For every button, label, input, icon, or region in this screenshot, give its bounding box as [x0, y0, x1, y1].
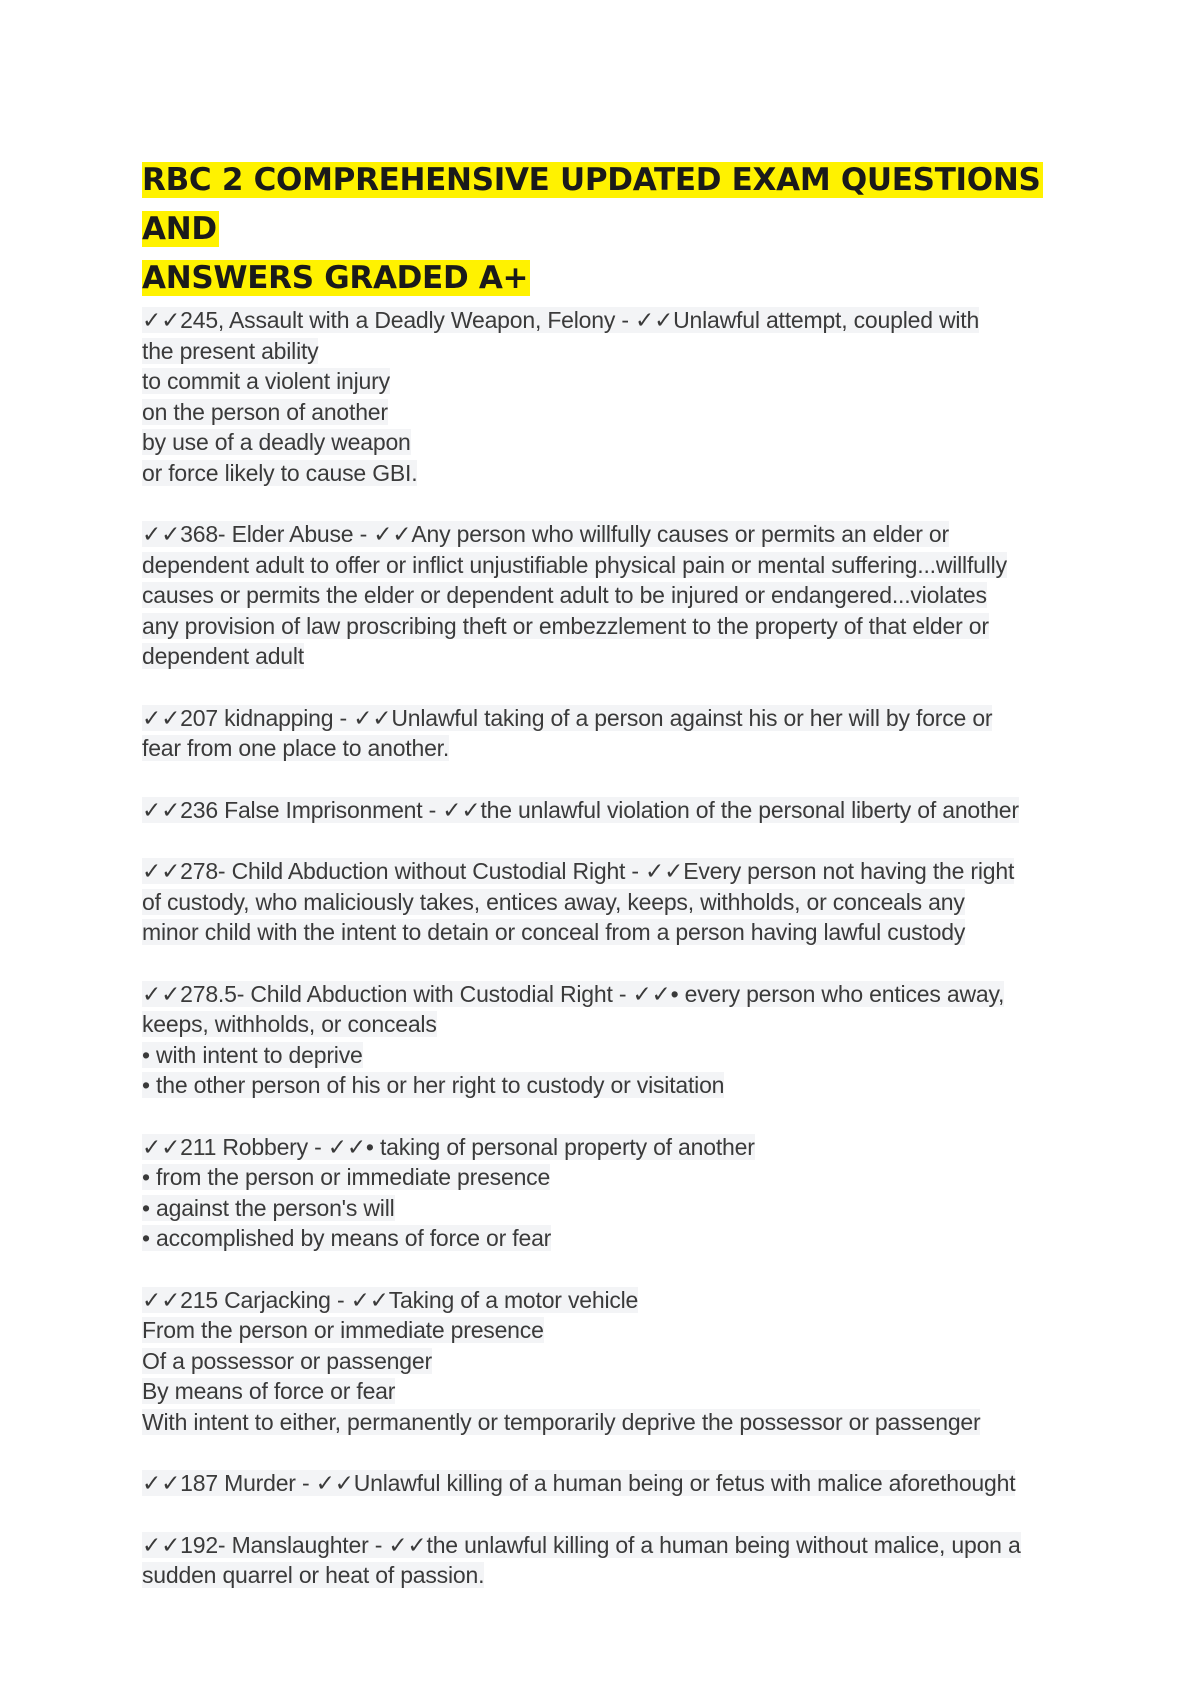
entry-line	[142, 1315, 1062, 1346]
entry-line	[142, 397, 1062, 428]
entry-line	[142, 336, 1062, 367]
entry-line-text: ✓✓236 False Imprisonment - ✓✓the unlawful violation of the personal liberty of another	[142, 796, 1019, 823]
title-line: ANSWERS GRADED A+	[142, 260, 529, 296]
entry-line-text: • from the person or immediate presence	[142, 1164, 551, 1190]
entry-line-text: ✓✓192- Manslaughter - ✓✓the unlawful killing of a human being without malice, upon a	[142, 1531, 1021, 1558]
entry-line-text: ✓✓278.5- Child Abduction with Custodial Right - ✓✓• every person who entices away,	[142, 980, 1005, 1007]
qa-entry-368	[142, 519, 1062, 672]
entry-line-text: • against the person's will	[142, 1194, 395, 1221]
document-page	[142, 156, 1062, 1622]
entry-line	[142, 733, 1062, 764]
entry-line	[142, 1040, 1062, 1071]
entry-line-text: or force likely to cause GBI.	[142, 459, 418, 486]
entry-line-text: By means of force or fear	[142, 1378, 396, 1404]
entry-line-text: the present ability	[142, 337, 319, 364]
entry-line	[142, 580, 1062, 611]
entry-line	[142, 917, 1062, 948]
entry-line	[142, 887, 1062, 918]
qa-entry-215	[142, 1285, 1062, 1438]
entry-line	[142, 979, 1062, 1010]
entry-line-text: ✓✓207 kidnapping - ✓✓Unlawful taking of a person against his or her will by force or	[142, 704, 993, 731]
qa-entry-192	[142, 1530, 1062, 1591]
entry-line	[142, 1346, 1062, 1377]
entry-line-text: • with intent to deprive	[142, 1041, 363, 1068]
entry-line	[142, 1162, 1062, 1193]
document-title	[142, 156, 1062, 303]
entry-line-text: ✓✓215 Carjacking - ✓✓Taking of a motor vehicle	[142, 1286, 639, 1313]
entry-line-text: ✓✓368- Elder Abuse - ✓✓Any person who willfully causes or permits an elder or	[142, 521, 949, 547]
qa-entry-207	[142, 703, 1062, 764]
entry-line-text: Of a possessor or passenger	[142, 1347, 432, 1374]
entry-line-text: sudden quarrel or heat of passion.	[142, 1562, 485, 1588]
entry-line-text: ✓✓187 Murder - ✓✓Unlawful killing of a human being or fetus with malice aforethought	[142, 1470, 1016, 1496]
entry-line	[142, 641, 1062, 672]
entry-line-text: by use of a deadly weapon	[142, 429, 411, 455]
entry-line	[142, 795, 1062, 826]
entry-line	[142, 856, 1062, 887]
qa-list	[142, 305, 1062, 1591]
entry-line	[142, 1193, 1062, 1224]
entry-line	[142, 458, 1062, 489]
entry-line	[142, 611, 1062, 642]
entry-line-text: on the person of another	[142, 398, 388, 425]
entry-line-text: to commit a violent injury	[142, 368, 390, 394]
entry-line	[142, 1376, 1062, 1407]
qa-entry-187	[142, 1468, 1062, 1499]
entry-line-text: any provision of law proscribing theft or embezzlement to the property of that elder or	[142, 612, 989, 639]
entry-line-text: ✓✓278- Child Abduction without Custodial Right - ✓✓Every person not having the right	[142, 858, 1015, 884]
qa-entry-245	[142, 305, 1062, 488]
entry-line	[142, 1223, 1062, 1254]
entry-line-text: causes or permits the elder or dependent adult to be injured or endangered...violates	[142, 582, 987, 608]
qa-entry-236	[142, 795, 1062, 826]
entry-line	[142, 366, 1062, 397]
entry-line-text: With intent to either, permanently or temporarily deprive the possessor or passenger	[142, 1408, 981, 1435]
entry-line	[142, 1132, 1062, 1163]
entry-line	[142, 703, 1062, 734]
entry-line-text: fear from one place to another.	[142, 735, 450, 761]
entry-line	[142, 519, 1062, 550]
entry-line	[142, 1009, 1062, 1040]
entry-line-text: • the other person of his or her right to custody or visitation	[142, 1072, 725, 1098]
qa-entry-278	[142, 856, 1062, 948]
entry-line	[142, 427, 1062, 458]
qa-entry-211	[142, 1132, 1062, 1254]
entry-line-text: of custody, who maliciously takes, entices away, keeps, withholds, or conceals any	[142, 888, 965, 915]
entry-line	[142, 1560, 1062, 1591]
entry-line	[142, 1468, 1062, 1499]
entry-line-text: minor child with the intent to detain or conceal from a person having lawful custody	[142, 919, 966, 945]
entry-line-text: ✓✓245, Assault with a Deadly Weapon, Felony - ✓✓Unlawful attempt, coupled with	[142, 307, 980, 333]
entry-line-text: keeps, withholds, or conceals	[142, 1011, 437, 1037]
entry-line	[142, 1407, 1062, 1438]
entry-line	[142, 1530, 1062, 1561]
entry-line	[142, 305, 1062, 336]
entry-line-text: ✓✓211 Robbery - ✓✓• taking of personal property of another	[142, 1133, 755, 1160]
entry-line-text: • accomplished by means of force or fear	[142, 1225, 552, 1251]
title-line: RBC 2 COMPREHENSIVE UPDATED EXAM QUESTIONS AND	[142, 162, 1041, 247]
entry-line	[142, 1070, 1062, 1101]
entry-line	[142, 1285, 1062, 1316]
entry-line-text: dependent adult	[142, 643, 304, 669]
entry-line-text: From the person or immediate presence	[142, 1317, 544, 1343]
qa-entry-278-5	[142, 979, 1062, 1101]
entry-line-text: dependent adult to offer or inflict unjustifiable physical pain or mental suffering...willfully	[142, 551, 1007, 578]
entry-line	[142, 550, 1062, 581]
